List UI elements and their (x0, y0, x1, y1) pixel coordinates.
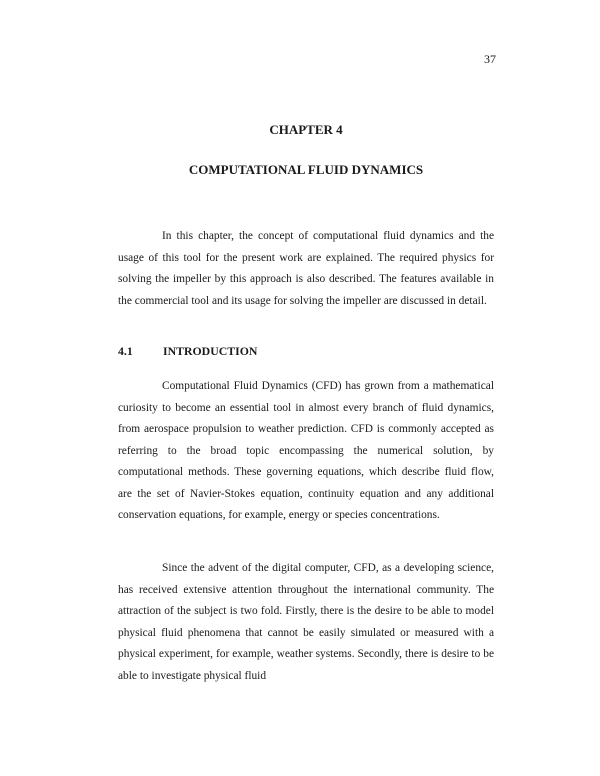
section-number: 4.1 (118, 344, 133, 358)
section-heading (118, 344, 257, 359)
body-paragraph-text: Computational Fluid Dynamics (CFD) has grown from a mathematical curiosity to become an essential tool in almost every branch of fluid dynamics, from aerospace propulsion to weather prediction. CFD is commonly accepted as referring to the broad topic encompassing the numerical solution, by computational methods. These governing equations, which describe fluid flow, are the set of Navier-Stokes equation, continuity equation and any additional conservation equations, for example, energy or species concentrations. (118, 380, 494, 521)
body-paragraph-text: Since the advent of the digital computer, CFD, as a developing science, has received extensive attention throughout the international community. The attraction of the subject is two fold. Firstly, there is the desire to be able to model physical fluid phenomena that cannot be easily simulated or measured with a physical experiment, for example, weather systems. Secondly, there is desire to be able to investigate physical fluid (118, 562, 494, 682)
section-title: INTRODUCTION (163, 344, 258, 358)
chapter-label: CHAPTER 4 (269, 122, 343, 137)
intro-paragraph (118, 226, 494, 312)
intro-text: In this chapter, the concept of computational fluid dynamics and the usage of this tool for the present work are explained. The required physics for solving the impeller by this approach is also described. The features available in the commercial tool and its usage for solving the impeller are discussed in detail. (118, 230, 494, 307)
chapter-title: COMPUTATIONAL FLUID DYNAMICS (188, 162, 424, 177)
body-paragraph (118, 376, 494, 527)
page-number: 37 (484, 52, 496, 66)
body-paragraph (118, 558, 494, 687)
